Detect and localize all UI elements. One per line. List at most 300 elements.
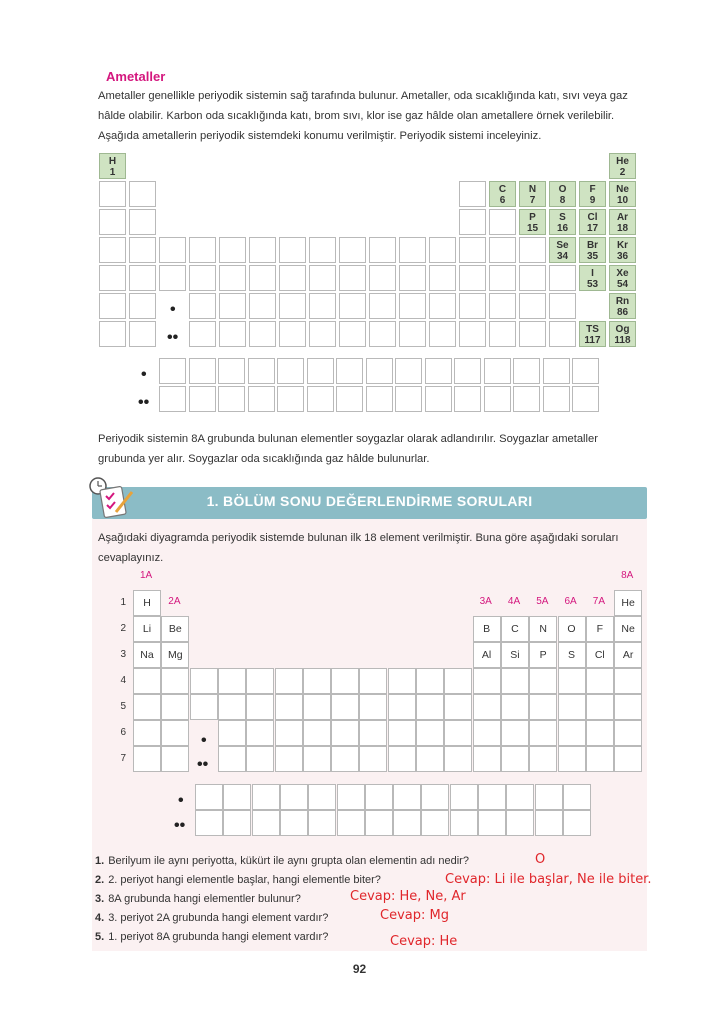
empty-cell xyxy=(614,720,642,746)
empty-cell xyxy=(513,358,540,384)
empty-cell xyxy=(307,358,334,384)
empty-cell xyxy=(459,265,486,291)
empty-cell xyxy=(249,237,276,263)
series-marker: •• xyxy=(167,329,179,346)
empty-cell xyxy=(416,694,444,720)
empty-cell xyxy=(549,321,576,347)
empty-cell xyxy=(218,694,246,720)
empty-cell xyxy=(161,746,189,772)
element-cell xyxy=(99,153,126,179)
element-cell xyxy=(489,181,516,207)
empty-cell xyxy=(429,265,456,291)
empty-cell xyxy=(133,694,161,720)
group-label: 7A xyxy=(592,596,606,607)
element-cell xyxy=(549,237,576,263)
empty-cell xyxy=(189,386,216,412)
empty-cell xyxy=(99,237,126,263)
empty-cell xyxy=(336,358,363,384)
empty-cell xyxy=(388,694,416,720)
empty-cell xyxy=(249,321,276,347)
empty-cell xyxy=(248,358,275,384)
empty-cell xyxy=(519,321,546,347)
empty-cell xyxy=(369,321,396,347)
element-cell xyxy=(609,209,636,235)
empty-cell xyxy=(399,293,426,319)
empty-cell xyxy=(421,784,449,810)
question-number: 2. xyxy=(95,874,105,886)
element-cell: Li xyxy=(133,616,161,642)
empty-cell xyxy=(129,209,156,235)
empty-cell xyxy=(399,237,426,263)
empty-cell xyxy=(529,694,557,720)
empty-cell xyxy=(478,784,506,810)
group-label: 1A xyxy=(140,570,153,581)
element-cell xyxy=(579,321,606,347)
empty-cell xyxy=(558,668,586,694)
empty-cell xyxy=(501,746,529,772)
element-cell: F xyxy=(586,616,614,642)
empty-cell xyxy=(277,358,304,384)
empty-cell xyxy=(159,237,186,263)
empty-cell xyxy=(159,265,186,291)
empty-cell xyxy=(249,265,276,291)
empty-cell xyxy=(399,265,426,291)
element-number: 16 xyxy=(556,223,569,234)
empty-cell xyxy=(399,321,426,347)
empty-cell xyxy=(161,694,189,720)
empty-cell xyxy=(586,668,614,694)
empty-cell xyxy=(190,694,218,720)
element-cell: Si xyxy=(501,642,529,668)
empty-cell xyxy=(303,720,331,746)
element-number: 36 xyxy=(616,251,629,262)
element-number: 17 xyxy=(586,223,599,234)
element-symbol: H xyxy=(108,156,117,167)
empty-cell xyxy=(331,694,359,720)
element-number: 18 xyxy=(616,223,629,234)
empty-cell xyxy=(308,784,336,810)
empty-cell xyxy=(339,293,366,319)
empty-cell xyxy=(246,668,274,694)
section-paragraph: Ametaller genellikle periyodik sistemin sağ tarafında bulunur. Ametaller, oda sıcaklığında katı, sıvı veya gaz hâlde olabilir. Karbon oda sıcaklığında katı, brom sıvı, klor ise gaz hâlde olan ametallere örnek verilebilir. Aşağıda ametallerin periyodik sistemdeki konumu verilmiştir. Periyodik sistemi inceleyiniz. xyxy=(98,90,628,142)
empty-cell xyxy=(425,386,452,412)
empty-cell xyxy=(501,694,529,720)
empty-cell xyxy=(195,784,223,810)
empty-cell xyxy=(365,810,393,836)
empty-cell xyxy=(219,321,246,347)
empty-cell xyxy=(366,386,393,412)
empty-cell xyxy=(549,265,576,291)
empty-cell xyxy=(218,386,245,412)
quiz-banner-title: 1. BÖLÜM SONU DEĞERLENDİRME SORULARI xyxy=(206,493,533,509)
element-number: 53 xyxy=(586,279,599,290)
period-label: 7 xyxy=(120,753,126,764)
empty-cell xyxy=(331,746,359,772)
element-symbol: P xyxy=(529,212,536,223)
series-marker: • xyxy=(178,792,184,809)
period-label: 2 xyxy=(120,623,126,634)
empty-cell xyxy=(388,746,416,772)
empty-cell xyxy=(416,720,444,746)
empty-cell xyxy=(195,810,223,836)
element-symbol: S xyxy=(559,212,566,223)
element-cell: Cl xyxy=(586,642,614,668)
element-cell: N xyxy=(529,616,557,642)
empty-cell xyxy=(218,668,246,694)
empty-cell xyxy=(558,720,586,746)
empty-cell xyxy=(275,720,303,746)
empty-cell xyxy=(189,358,216,384)
empty-cell xyxy=(99,265,126,291)
empty-cell xyxy=(444,668,472,694)
element-symbol: Rn xyxy=(615,296,630,307)
element-cell: Al xyxy=(473,642,501,668)
empty-cell xyxy=(459,293,486,319)
series-marker: • xyxy=(141,366,147,383)
empty-cell xyxy=(133,746,161,772)
empty-cell xyxy=(444,746,472,772)
empty-cell xyxy=(337,810,365,836)
empty-cell xyxy=(529,668,557,694)
empty-cell xyxy=(489,265,516,291)
empty-cell xyxy=(614,746,642,772)
empty-cell xyxy=(535,810,563,836)
empty-cell xyxy=(393,810,421,836)
question-number: 4. xyxy=(95,912,105,924)
series-marker: • xyxy=(201,732,207,749)
series-marker: •• xyxy=(174,817,186,834)
empty-cell xyxy=(129,181,156,207)
question-item xyxy=(95,855,469,867)
empty-cell xyxy=(219,293,246,319)
empty-cell xyxy=(506,810,534,836)
element-cell xyxy=(579,181,606,207)
empty-cell xyxy=(586,694,614,720)
empty-cell xyxy=(303,694,331,720)
group-label: 6A xyxy=(564,596,577,607)
empty-cell xyxy=(429,237,456,263)
element-cell xyxy=(519,209,546,235)
empty-cell xyxy=(279,293,306,319)
element-cell xyxy=(609,293,636,319)
empty-cell xyxy=(529,720,557,746)
empty-cell xyxy=(429,321,456,347)
element-number: 8 xyxy=(559,195,566,206)
element-symbol: N xyxy=(528,184,537,195)
empty-cell xyxy=(218,358,245,384)
empty-cell xyxy=(99,321,126,347)
element-cell: Na xyxy=(133,642,161,668)
handwritten-answer: Cevap: Li ile başlar, Ne ile biter. xyxy=(445,872,652,887)
element-cell xyxy=(609,181,636,207)
empty-cell xyxy=(275,668,303,694)
question-number: 1. xyxy=(95,855,105,867)
empty-cell xyxy=(280,784,308,810)
empty-cell xyxy=(429,293,456,319)
empty-cell xyxy=(519,293,546,319)
empty-cell xyxy=(459,321,486,347)
empty-cell xyxy=(303,668,331,694)
element-number: 2 xyxy=(619,167,626,178)
element-number: 86 xyxy=(616,307,629,318)
empty-cell xyxy=(275,694,303,720)
element-number: 7 xyxy=(529,195,536,206)
element-symbol: Ne xyxy=(616,184,629,195)
noble-gases-paragraph: Periyodik sistemin 8A grubunda bulunan elementler soygazlar olarak adlandırılır. Soygazlar ametaller grubunda yer alır. Soygazlar oda sıcaklığında gaz hâlde bulunurlar. xyxy=(98,433,598,465)
page-number: 92 xyxy=(352,962,367,976)
element-symbol: Kr xyxy=(616,240,629,251)
empty-cell xyxy=(543,358,570,384)
group-label: 4A xyxy=(507,596,521,607)
empty-cell xyxy=(189,237,216,263)
empty-cell xyxy=(365,784,393,810)
element-symbol: Cl xyxy=(587,212,598,223)
empty-cell xyxy=(369,237,396,263)
empty-cell xyxy=(535,784,563,810)
empty-cell xyxy=(478,810,506,836)
group-label: 5A xyxy=(536,596,549,607)
empty-cell xyxy=(359,668,387,694)
element-symbol: C xyxy=(498,184,507,195)
element-cell: Ne xyxy=(614,616,642,642)
question-text: Berilyum ile aynı periyotta, kükürt ile aynı grupta olan elementin adı nedir? xyxy=(108,855,469,867)
empty-cell xyxy=(248,386,275,412)
element-cell xyxy=(579,209,606,235)
empty-cell xyxy=(308,810,336,836)
empty-cell xyxy=(359,694,387,720)
empty-cell xyxy=(303,746,331,772)
empty-cell xyxy=(129,265,156,291)
empty-cell xyxy=(506,784,534,810)
empty-cell xyxy=(444,720,472,746)
element-cell xyxy=(609,237,636,263)
empty-cell xyxy=(366,358,393,384)
question-item xyxy=(95,874,381,886)
empty-cell xyxy=(129,293,156,319)
empty-cell xyxy=(473,668,501,694)
empty-cell xyxy=(501,720,529,746)
empty-cell xyxy=(339,237,366,263)
empty-cell xyxy=(339,321,366,347)
empty-cell xyxy=(450,784,478,810)
empty-cell xyxy=(563,784,591,810)
empty-cell xyxy=(586,746,614,772)
element-symbol: Br xyxy=(586,240,599,251)
empty-cell xyxy=(543,386,570,412)
element-cell xyxy=(609,265,636,291)
empty-cell xyxy=(246,694,274,720)
empty-cell xyxy=(513,386,540,412)
empty-cell xyxy=(190,668,218,694)
empty-cell xyxy=(219,237,246,263)
empty-cell xyxy=(558,694,586,720)
element-cell xyxy=(549,209,576,235)
element-symbol: He xyxy=(616,156,629,167)
handwritten-answer: Cevap: Mg xyxy=(380,908,449,923)
period-label: 1 xyxy=(120,597,126,608)
empty-cell xyxy=(339,265,366,291)
empty-cell xyxy=(277,386,304,412)
element-cell: Ar xyxy=(614,642,642,668)
empty-cell xyxy=(99,209,126,235)
empty-cell xyxy=(549,293,576,319)
element-cell xyxy=(579,265,606,291)
empty-cell xyxy=(99,181,126,207)
question-item xyxy=(95,931,328,943)
empty-cell xyxy=(473,720,501,746)
question-text: 3. periyot 2A grubunda hangi element vardır? xyxy=(108,912,329,924)
element-symbol: Xe xyxy=(616,268,629,279)
empty-cell xyxy=(388,668,416,694)
empty-cell xyxy=(309,265,336,291)
element-cell: S xyxy=(558,642,586,668)
question-text: 1. periyot 8A grubunda hangi element vardır? xyxy=(108,931,329,943)
empty-cell xyxy=(249,293,276,319)
empty-cell xyxy=(99,293,126,319)
empty-cell xyxy=(416,668,444,694)
empty-cell xyxy=(280,810,308,836)
empty-cell xyxy=(337,784,365,810)
element-cell: C xyxy=(501,616,529,642)
element-symbol: Ar xyxy=(616,212,629,223)
empty-cell xyxy=(501,668,529,694)
empty-cell xyxy=(246,720,274,746)
empty-cell xyxy=(369,293,396,319)
empty-cell xyxy=(309,237,336,263)
empty-cell xyxy=(279,265,306,291)
empty-cell xyxy=(129,321,156,347)
empty-cell xyxy=(558,746,586,772)
element-number: 35 xyxy=(586,251,599,262)
element-cell: O xyxy=(558,616,586,642)
empty-cell xyxy=(133,668,161,694)
element-number: 10 xyxy=(616,195,629,206)
element-cell: P xyxy=(529,642,557,668)
empty-cell xyxy=(359,746,387,772)
empty-cell xyxy=(614,694,642,720)
empty-cell xyxy=(393,784,421,810)
empty-cell xyxy=(252,810,280,836)
empty-cell xyxy=(159,386,186,412)
empty-cell xyxy=(252,784,280,810)
empty-cell xyxy=(275,746,303,772)
group-label: 3A xyxy=(479,596,492,607)
element-number: 117 xyxy=(584,335,601,346)
series-marker: •• xyxy=(138,394,150,411)
empty-cell xyxy=(459,209,486,235)
period-label: 4 xyxy=(120,675,126,686)
element-number: 54 xyxy=(616,279,629,290)
element-number: 34 xyxy=(556,251,569,262)
empty-cell xyxy=(359,720,387,746)
empty-cell xyxy=(189,321,216,347)
empty-cell xyxy=(484,358,511,384)
empty-cell xyxy=(388,720,416,746)
empty-cell xyxy=(454,386,481,412)
empty-cell xyxy=(133,720,161,746)
element-cell xyxy=(609,153,636,179)
empty-cell xyxy=(459,181,486,207)
period-label: 3 xyxy=(120,649,126,660)
empty-cell xyxy=(336,386,363,412)
empty-cell xyxy=(309,293,336,319)
question-text: 8A grubunda hangi elementler bulunur? xyxy=(108,893,301,905)
element-cell: H xyxy=(133,590,161,616)
element-symbol: Se xyxy=(556,240,569,251)
empty-cell xyxy=(489,209,516,235)
empty-cell xyxy=(395,358,422,384)
empty-cell xyxy=(369,265,396,291)
empty-cell xyxy=(484,386,511,412)
empty-cell xyxy=(161,720,189,746)
empty-cell xyxy=(219,265,246,291)
empty-cell xyxy=(489,321,516,347)
element-cell: Mg xyxy=(161,642,189,668)
empty-cell xyxy=(473,746,501,772)
period-label: 5 xyxy=(120,701,126,712)
period-label: 6 xyxy=(120,727,126,738)
empty-cell xyxy=(331,668,359,694)
element-number: 15 xyxy=(526,223,539,234)
quiz-intro: Aşağıdaki diyagramda periyodik sistemde bulunan ilk 18 element verilmiştir. Buna göre aşağıdaki soruları cevaplayınız. xyxy=(98,532,619,564)
series-marker: •• xyxy=(197,756,209,773)
element-cell: Be xyxy=(161,616,189,642)
empty-cell xyxy=(614,668,642,694)
empty-cell xyxy=(519,265,546,291)
empty-cell xyxy=(489,237,516,263)
empty-cell xyxy=(223,810,251,836)
empty-cell xyxy=(454,358,481,384)
section-heading: Ametaller xyxy=(106,69,166,84)
element-number: 6 xyxy=(499,195,506,206)
empty-cell xyxy=(218,720,246,746)
empty-cell xyxy=(129,237,156,263)
empty-cell xyxy=(279,321,306,347)
group-label: 2A xyxy=(168,596,181,607)
empty-cell xyxy=(161,668,189,694)
element-cell: B xyxy=(473,616,501,642)
empty-cell xyxy=(459,237,486,263)
series-marker: • xyxy=(170,301,176,318)
empty-cell xyxy=(189,265,216,291)
element-number: 9 xyxy=(589,195,596,206)
element-cell xyxy=(549,181,576,207)
empty-cell xyxy=(246,746,274,772)
empty-cell xyxy=(529,746,557,772)
empty-cell xyxy=(519,237,546,263)
empty-cell xyxy=(331,720,359,746)
element-symbol: O xyxy=(558,184,567,195)
empty-cell xyxy=(572,386,599,412)
element-cell xyxy=(519,181,546,207)
handwritten-answer: Cevap: He, Ne, Ar xyxy=(350,889,466,904)
empty-cell xyxy=(307,386,334,412)
element-symbol: TS xyxy=(586,324,599,335)
element-number: 1 xyxy=(109,167,116,178)
empty-cell xyxy=(473,694,501,720)
element-symbol: F xyxy=(589,184,596,195)
empty-cell xyxy=(309,321,336,347)
empty-cell xyxy=(425,358,452,384)
element-cell: He xyxy=(614,590,642,616)
empty-cell xyxy=(189,293,216,319)
element-number: 118 xyxy=(614,335,631,346)
empty-cell xyxy=(223,784,251,810)
element-symbol: Og xyxy=(615,324,630,335)
empty-cell xyxy=(586,720,614,746)
empty-cell xyxy=(563,810,591,836)
empty-cell xyxy=(421,810,449,836)
